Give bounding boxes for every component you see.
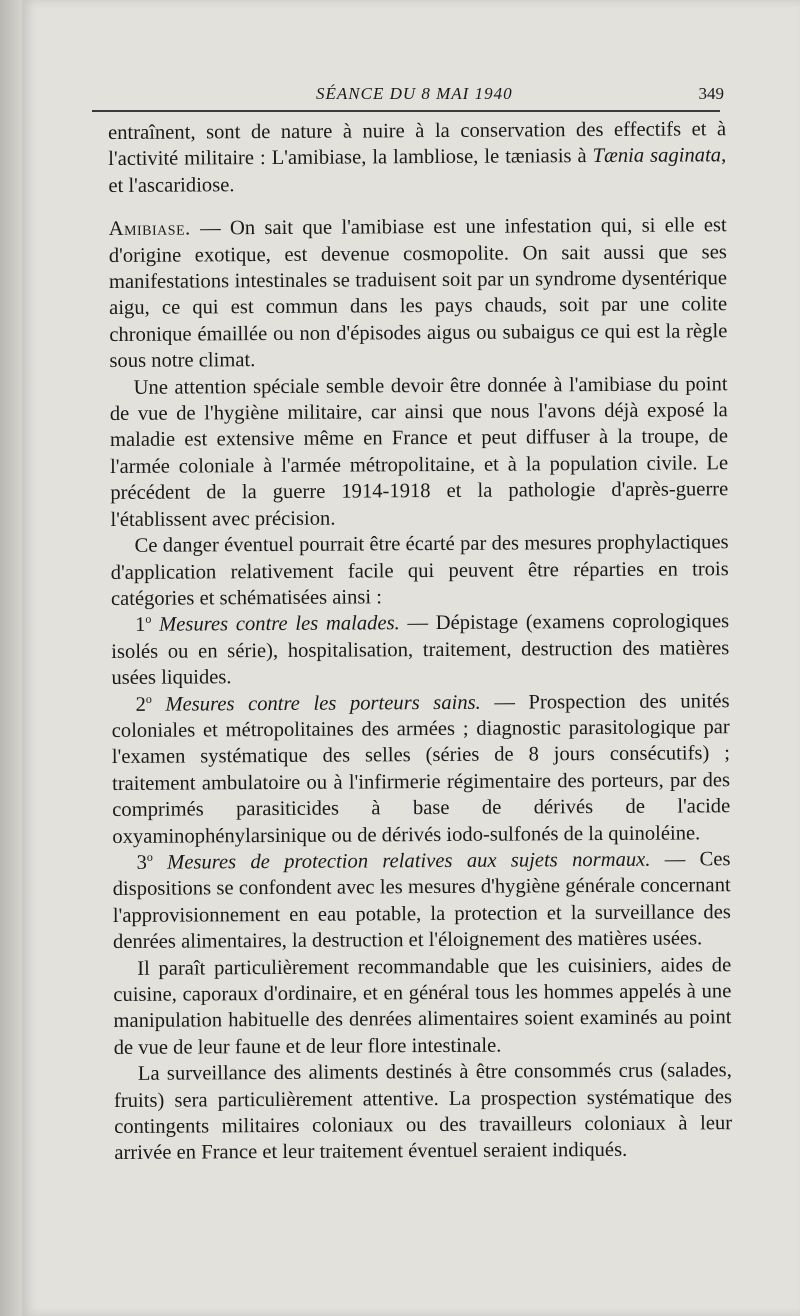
text-span: — Ces dispositions se confondent avec les mesures d'hygiène générale concernant l'approvisionnement en eau potable, la protection et la surveillance des denrées alimentaires, la destruction et l'éloignement des matières usées. (112, 848, 731, 954)
text-span: entraînent, sont de nature à nuire à la conservation des effectifs et à l'activité militaire : L'amibiase, la lambliose, le tæniasis à (108, 118, 727, 171)
text-span: — Dépistage (examens coprologiques isolés ou en série), hospitalisation, traitement, destruction des matières usées liquides. (111, 610, 730, 690)
text-span: — On sait que l'amibiase est une infestation qui, si elle est d'origine exotique, est devenue cosmopolite. On sait aussi que ses manifestations intestinales se traduisent soit par un syndrome dysentérique aigu, ce qui est commun dans les pays chauds, soit par une colite chronique émaillée ou non d'épisodes aigus ou subaigus ce qui est la règle sous notre climat. (108, 214, 728, 373)
paragraph-amibiase (109, 212, 728, 374)
text-span: , et l'ascaridiose. (108, 144, 727, 197)
list-item-3 (112, 846, 731, 955)
list-item-2 (111, 688, 730, 850)
page-number: 349 (698, 84, 724, 103)
list-item-1 (111, 609, 729, 692)
paragraph-continuation (108, 116, 726, 199)
paragraph: Il paraît particulièrement recommandable que les cuisiniers, aides de cuisine, caporaux d'ordinaire, et en général tous les hommes appelés à une manipulation habituelle des denrées alimentaires soient examinés au point de vue de leur faune et de leur flore intestinale. (113, 953, 732, 1059)
paragraph: La surveillance des aliments destinés à être consommés crus (salades, fruits) sera particulièrement attentive. La prospection systématique des contingents militaires coloniaux ou des travailleurs coloniaux à leur arrivée en France et leur traitement éventuel seraient indiqués. (113, 1059, 733, 1165)
page-header (88, 84, 724, 110)
paragraph: Une attention spéciale semble devoir être donnée à l'amibiase du point de vue de l'hygiène militaire, car ainsi que nous l'avons déjà exposé la maladie est extensive même en France et peut diffuser à la troupe, de l'armée coloniale à l'armée métropolitaine, et à la population civile. Le précédent de la guerre 1914-1918 et la pathologie d'après-guerre l'établissent avec précision. (109, 372, 729, 531)
item-number: 1 (135, 614, 146, 637)
ordinal-mark: o (146, 849, 153, 864)
ordinal-mark: o (145, 612, 152, 627)
italic-span: Mesures contre les malades. (159, 612, 400, 637)
body-text (108, 116, 732, 1167)
binding-gutter (0, 0, 22, 1316)
ordinal-mark: o (145, 691, 152, 706)
item-number: 3 (136, 851, 147, 874)
running-title: SÉANCE DU 8 MAI 1940 (316, 84, 513, 103)
italic-span: Tænia saginata (592, 144, 722, 168)
italic-span: Mesures contre les porteurs sains. (165, 691, 481, 716)
item-number: 2 (135, 693, 146, 716)
header-rule (92, 110, 720, 112)
text-span: — Prospection des unités coloniales et métropolitaines des armées ; diagnostic parasitologique par l'examen systématique des selles (séries de 8 jours consécutifs) ; traitement ambulatoire ou à l'infirmerie régimentaire des porteurs, par des comprimés parasiticides à base de dérivés de l'acide oxyaminophénylarsinique ou de dérivés iodo-sulfonés de la quinoléine. (111, 689, 731, 848)
section-heading: Amibiase. (108, 217, 191, 241)
italic-span: Mesures de protection relatives aux sujets normaux. (167, 848, 651, 874)
paragraph: Ce danger éventuel pourrait être écarté par des mesures prophylactiques d'application relativement facile qui peuvent être réparties en trois catégories et schématisées ainsi : (110, 531, 729, 610)
